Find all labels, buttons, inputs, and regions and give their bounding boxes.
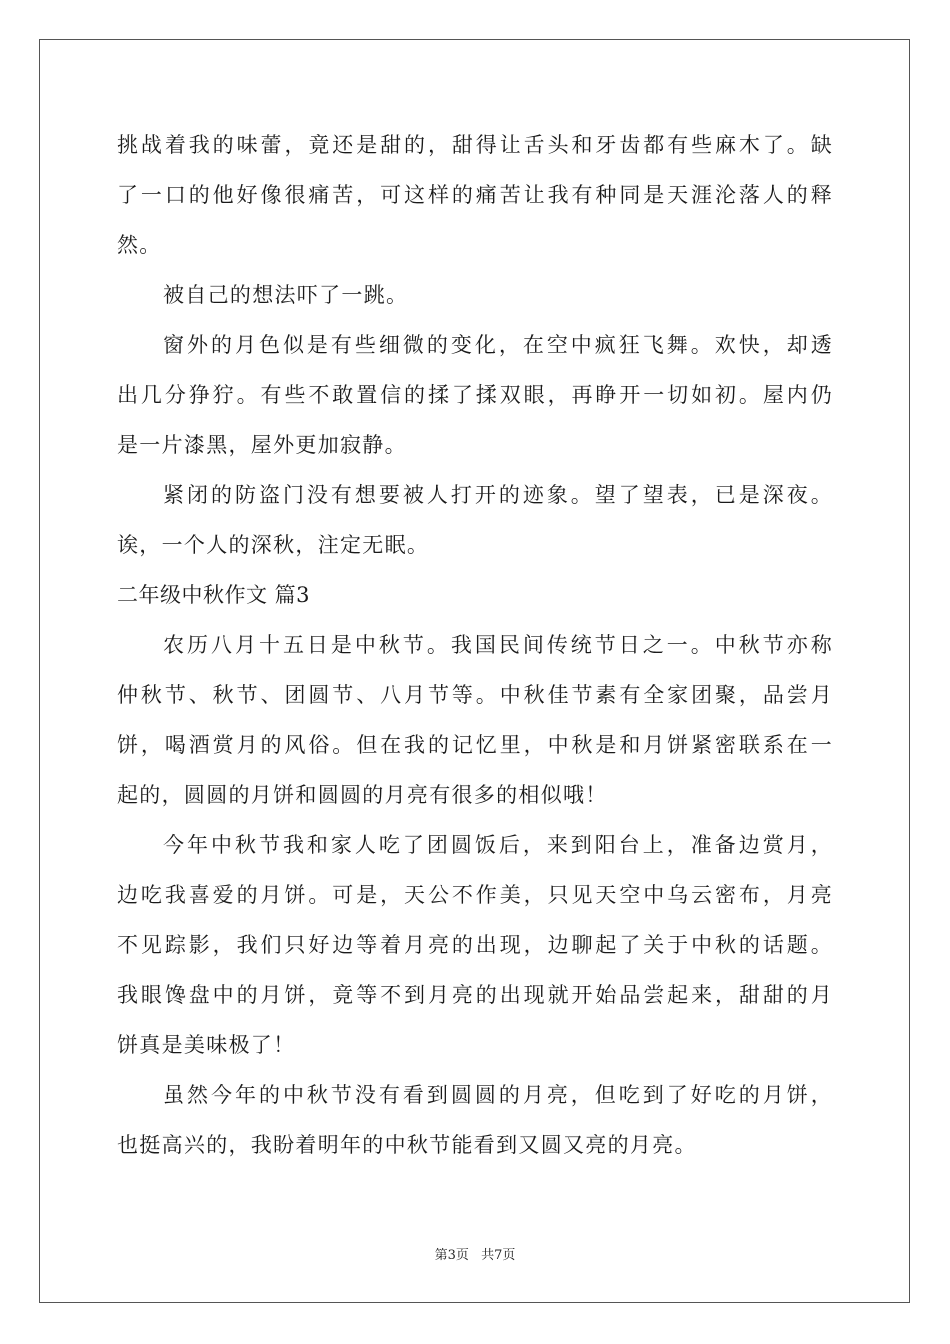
text-line: 我眼馋盘中的月饼，竟等不到月亮的出现就开始品尝起来，甜甜的月 (117, 983, 833, 1007)
text-line: 仲秋节、秋节、团圆节、八月节等。中秋佳节素有全家团聚，品尝月 (117, 683, 833, 707)
section-title: 二年级中秋作文 篇3 (117, 583, 311, 607)
text-line: 窗外的月色似是有些细微的变化，在空中疯狂飞舞。欢快，却透 (163, 333, 833, 357)
paragraph (117, 270, 833, 320)
text-line: 今年中秋节我和家人吃了团圆饭后，来到阳台上，准备边赏月， (163, 833, 833, 857)
page-number-total: 共7页 (481, 1248, 516, 1263)
text-line: 了一口的他好像很痛苦，可这样的痛苦让我有种同是天涯沦落人的释 (117, 183, 833, 207)
page-number-current: 第3页 (434, 1248, 469, 1263)
paragraph (117, 1070, 833, 1170)
text-line: 然。 (117, 233, 162, 257)
page-footer (0, 1244, 950, 1263)
text-line: 挑战着我的味蕾，竟还是甜的，甜得让舌头和牙齿都有些麻木了。缺 (117, 133, 833, 157)
text-line: 出几分狰狞。有些不敢置信的揉了揉双眼，再睁开一切如初。屋内仍 (117, 383, 833, 407)
text-line: 农历八月十五日是中秋节。我国民间传统节日之一。中秋节亦称 (163, 633, 833, 657)
text-line: 饼真是美味极了！ (117, 1033, 296, 1057)
text-line: 不见踪影，我们只好边等着月亮的出现，边聊起了关于中秋的话题。 (117, 933, 833, 957)
text-line: 边吃我喜爱的月饼。可是，天公不作美，只见天空中乌云密布，月亮 (117, 883, 833, 907)
text-line: 饼，喝酒赏月的风俗。但在我的记忆里，中秋是和月饼紧密联系在一 (117, 733, 833, 757)
paragraph (117, 470, 833, 570)
text-line: 虽然今年的中秋节没有看到圆圆的月亮，但吃到了好吃的月饼， (163, 1083, 833, 1107)
text-line: 是一片漆黑，屋外更加寂静。 (117, 433, 407, 457)
paragraph (117, 820, 833, 1070)
text-line: 紧闭的防盗门没有想要被人打开的迹象。望了望表，已是深夜。 (163, 483, 833, 507)
text-line: 也挺高兴的，我盼着明年的中秋节能看到又圆又亮的月亮。 (117, 1133, 697, 1157)
paragraph (117, 620, 833, 820)
paragraph (117, 320, 833, 470)
paragraph (117, 120, 833, 270)
text-line: 被自己的想法吓了一跳。 (163, 283, 409, 307)
document-body (117, 120, 833, 1170)
text-line: 起的，圆圆的月饼和圆圆的月亮有很多的相似哦！ (117, 783, 608, 807)
text-line: 诶，一个人的深秋，注定无眠。 (117, 533, 430, 557)
